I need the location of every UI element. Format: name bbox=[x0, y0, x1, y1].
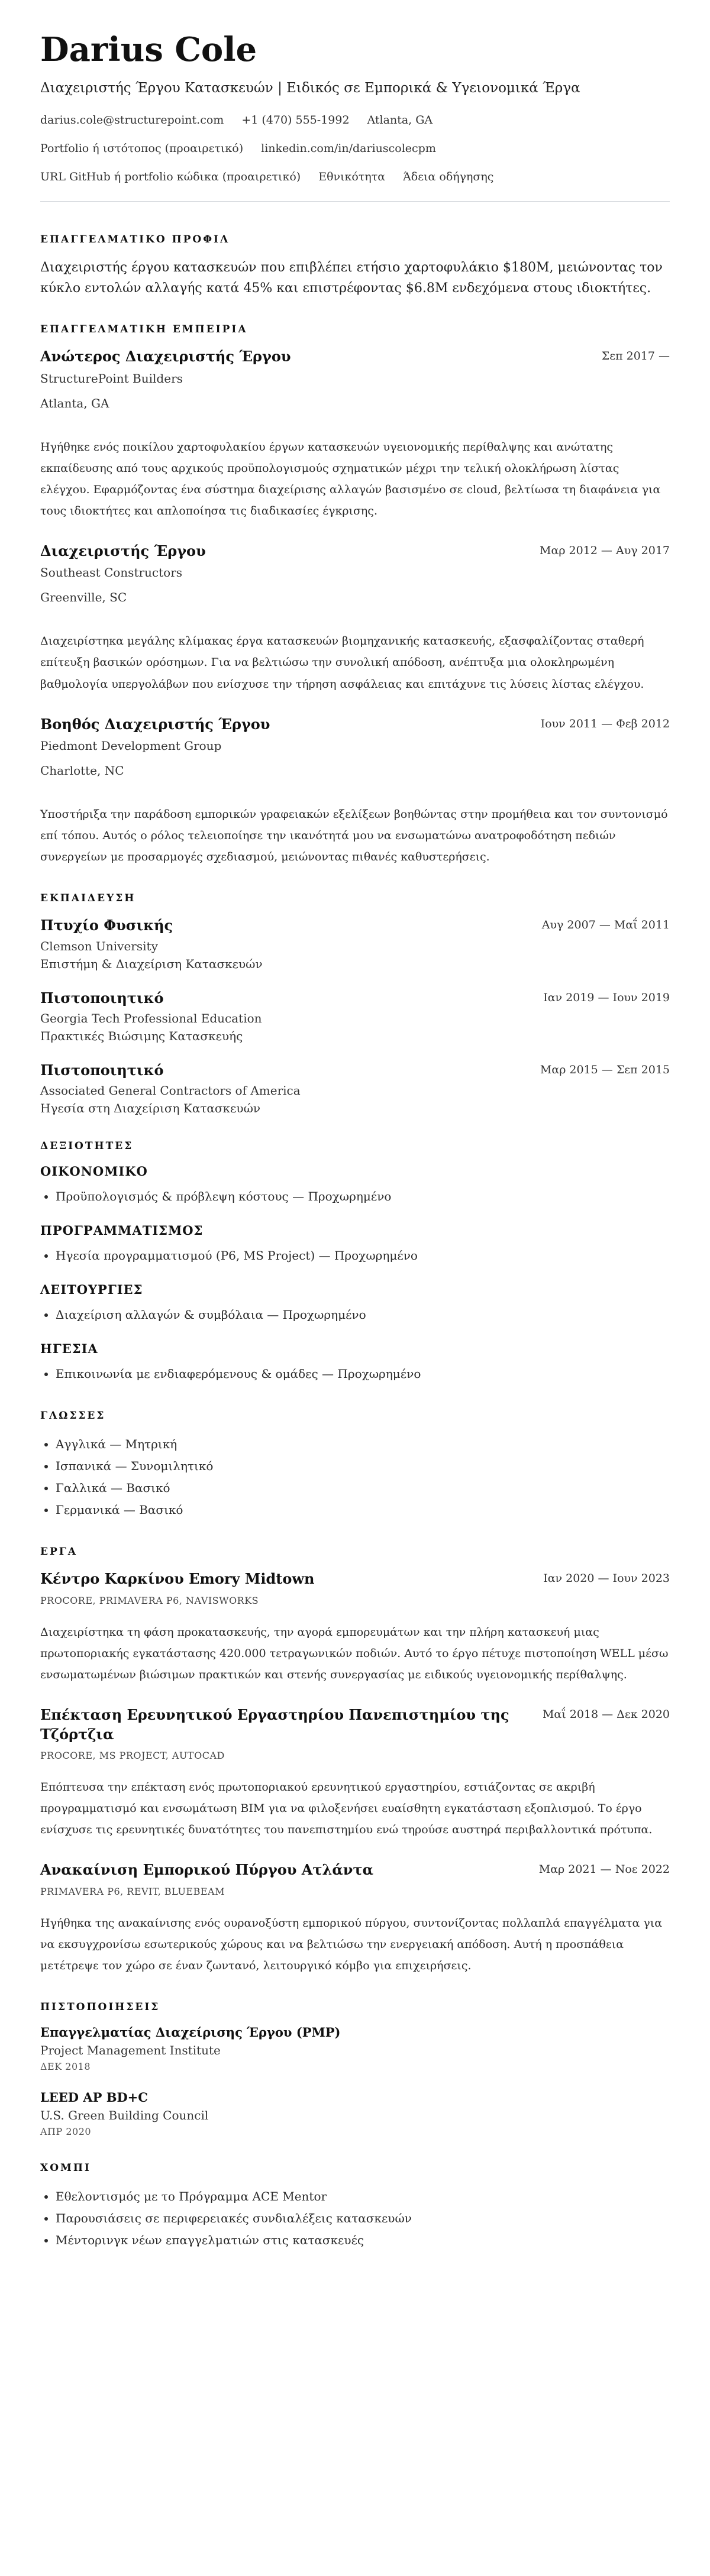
company: Piedmont Development Group bbox=[40, 739, 222, 753]
linkedin-link[interactable]: linkedin.com/in/dariuscolecpm bbox=[261, 141, 436, 155]
job-title: Βοηθός Διαχειριστής Έργου bbox=[40, 715, 270, 733]
header-divider bbox=[40, 201, 670, 202]
job-title: Διαχειριστής Έργου bbox=[40, 542, 206, 559]
experience-entry bbox=[40, 715, 670, 868]
candidate-name: Darius Cole bbox=[40, 30, 257, 69]
language-item: • Αγγλικά — Μητρική bbox=[56, 1433, 670, 1455]
field-of-study: Ηγεσία στη Διαχείριση Κατασκευών bbox=[40, 1101, 261, 1116]
location: Atlanta, GA bbox=[367, 113, 433, 127]
job-title: Ανώτερος Διαχειριστής Έργου bbox=[40, 348, 291, 365]
section-title: ΕΚΠΑΙΔΕΥΣΗ bbox=[40, 892, 136, 905]
project-dates: Μαΐ 2018 — Δεκ 2020 bbox=[542, 1708, 670, 1721]
skill-category: ΛΕΙΤΟΥΡΓΙΕΣ bbox=[40, 1282, 143, 1297]
degree: Πτυχίο Φυσικής bbox=[40, 917, 173, 934]
project-tech: PROCORE, PRIMAVERA P6, NAVISWORKS bbox=[40, 1594, 259, 1606]
nationality: Εθνικότητα bbox=[318, 170, 386, 183]
github-link[interactable]: URL GitHub ή portfolio κώδικα (προαιρετικό) bbox=[40, 170, 301, 183]
project-name: Κέντρο Καρκίνου Emory Midtown bbox=[40, 1570, 315, 1588]
certifications-section bbox=[40, 2001, 670, 2137]
education-entry bbox=[40, 989, 670, 1043]
project-description: Ηγήθηκα της ανακαίνισης ενός ουρανοξύστη εμπορικού πύργου, συντονίζοντας πολλαπλά επαγγέλματα για να εκσυγχρονίσω εσωτερικούς χώρους και να βελτιώσω την ενεργειακή απόδοση. Αυτή η προσπάθεια μετέτρεψε τον χώρο σε έναν ζωντανό, λειτουργικό κόμβο για επιχειρήσεις. bbox=[40, 1916, 663, 1972]
language-item: • Ισπανικά — Συνομιλητικό bbox=[56, 1455, 670, 1477]
education-dates: Ιαν 2019 — Ιουν 2019 bbox=[543, 991, 670, 1004]
school: Clemson University bbox=[40, 939, 158, 953]
skill-category: ΠΡΟΓΡΑΜΜΑΤΙΣΜΟΣ bbox=[40, 1223, 204, 1238]
section-title: ΕΠΑΓΓΕΛΜΑΤΙΚΗ ΕΜΠΕΙΡΙΑ bbox=[40, 323, 248, 336]
certification-date: ΑΠΡ 2020 bbox=[40, 2125, 92, 2137]
contact-row-1 bbox=[40, 114, 670, 127]
skill-category: ΟΙΚΟΝΟΜΙΚΟ bbox=[40, 1164, 148, 1179]
section-title: ΕΡΓΑ bbox=[40, 1546, 78, 1558]
education-dates: Αυγ 2007 — Μαΐ 2011 bbox=[541, 918, 670, 932]
field-of-study: Επιστήμη & Διαχείριση Κατασκευών bbox=[40, 956, 263, 971]
hobby-item: • Εθελοντισμός με το Πρόγραμμα ACE Mentor bbox=[56, 2186, 670, 2208]
skill-item: • Προϋπολογισμός & πρόβλεψη κόστους — Προχωρημένο bbox=[56, 1186, 670, 1208]
job-location: Greenville, SC bbox=[40, 590, 127, 605]
certification-entry bbox=[40, 2090, 670, 2137]
contact-row-2 bbox=[40, 142, 670, 155]
skills-section bbox=[40, 1140, 670, 1385]
project-dates: Ιαν 2020 — Ιουν 2023 bbox=[543, 1572, 670, 1585]
language-item: • Γαλλικά — Βασικό bbox=[56, 1477, 670, 1499]
projects-section bbox=[40, 1546, 670, 1976]
education-entry bbox=[40, 1061, 670, 1115]
section-title: ΕΠΑΓΓΕΛΜΑΤΙΚΟ ΠΡΟΦΙΛ bbox=[40, 233, 230, 245]
school: Associated General Contractors of America bbox=[40, 1083, 301, 1098]
profile-section bbox=[40, 234, 670, 299]
degree: Πιστοποιητικό bbox=[40, 989, 164, 1007]
section-title: ΓΛΩΣΣΕΣ bbox=[40, 1410, 106, 1422]
job-description: Ηγήθηκε ενός ποικίλου χαρτοφυλακίου έργων κατασκευών υγειονομικής περίθαλψης και ανώτατης εκπαίδευσης από τους αρχικούς προϋπολογισμούς σχηματικών μέχρι την τελική ολοκλήρωση λίστας ελέγχου. Εφαρμόζοντας ένα σύστημα διαχείρισης αλλαγών βασισμένο σε cloud, βελτίωσα τη διαφάνεια για τους ιδιοκτήτες και απλοποίησα τις διαδικασίες έγκρισης. bbox=[40, 440, 661, 517]
section-title: ΧΟΜΠΙ bbox=[40, 2161, 91, 2174]
education-section bbox=[40, 892, 670, 1115]
degree: Πιστοποιητικό bbox=[40, 1062, 164, 1079]
job-description: Υποστήριξα την παράδοση εμπορικών γραφειακών εξελίξεων βοηθώντας στην προμήθεια και τον συντονισμό επί τόπου. Αυτός ο ρόλος τελειοποίησε την ικανότητά μου να ενσωματώνω ανατροφοδότηση πεδιών συνεργείων με προσαρμογές σχεδιασμού, μειώνοντας πιθανές καθυστερήσεις. bbox=[40, 808, 668, 864]
project-name: Επέκταση Ερευνητικού Εργαστηρίου Πανεπιστημίου της Τζόρτζια bbox=[40, 1706, 509, 1743]
project-description: Επόπτευσα την επέκταση ενός πρωτοποριακού ερευνητικού εργαστηρίου, εστιάζοντας σε ακριβή προγραμματισμό και ενσωμάτωση BIM για να φιλοξενήσει ευαίσθητη εγκατάσταση εξοπλισμού. Το έργο ενίσχυσε τις ερευνητικές δυνατότητες του πανεπιστημίου ενώ τηρούσε αυστηρά περιβαλλοντικά πρότυπα. bbox=[40, 1780, 653, 1837]
hobby-item: • Μέντορινγκ νέων επαγγελματιών στις κατασκευές bbox=[56, 2229, 670, 2251]
job-description: Διαχειρίστηκα μεγάλης κλίμακας έργα κατασκευών βιομηχανικής κατασκευής, εξασφαλίζοντας σταθερή επίτευξη βασικών ορόσημων. Για να βελτιώσω την συνολική απόδοση, ανέπτυξα μια ολοκληρωμένη βαθμολογία υπεργολάβων που ενίσχυσε την τήρηση ασφάλειας και επιτάχυνε τις λύσεις λίστας ελέγχου. bbox=[40, 635, 644, 691]
skill-item: • Ηγεσία προγραμματισμού (P6, MS Project) — Προχωρημένο bbox=[56, 1245, 670, 1267]
certification-issuer: Project Management Institute bbox=[40, 2043, 221, 2057]
certification-name: Επαγγελματίας Διαχείρισης Έργου (PMP) bbox=[40, 2024, 341, 2040]
experience-entry bbox=[40, 542, 670, 695]
project-dates: Μαρ 2021 — Νοε 2022 bbox=[538, 1863, 670, 1876]
skill-category: ΗΓΕΣΙΑ bbox=[40, 1341, 98, 1357]
education-dates: Μαρ 2015 — Σεπ 2015 bbox=[540, 1063, 670, 1077]
project-entry bbox=[40, 1569, 670, 1685]
project-tech: PRIMAVERA P6, REVIT, BLUEBEAM bbox=[40, 1885, 225, 1897]
contact-row-3 bbox=[40, 170, 670, 183]
phone[interactable]: +1 (470) 555-1992 bbox=[241, 113, 350, 127]
project-entry bbox=[40, 1860, 670, 1976]
headline: Διαχειριστής Έργου Κατασκευών | Ειδικός σε Εμπορικά & Υγειονομικά Έργα bbox=[40, 80, 580, 96]
job-dates: Σεπ 2017 — bbox=[601, 349, 670, 363]
project-name: Ανακαίνιση Εμπορικού Πύργου Ατλάντα bbox=[40, 1861, 374, 1879]
profile-summary: Διαχειριστής έργου κατασκευών που επιβλέπει ετήσιο χαρτοφυλάκιο $180M, μειώνοντας τον κύκλο εντολών αλλαγής κατά 45% και επιστρέφοντας $6.8M ενδεχόμενα στους ιδιοκτήτες. bbox=[40, 260, 663, 296]
portfolio-link[interactable]: Portfolio ή ιστότοπος (προαιρετικό) bbox=[40, 141, 244, 155]
project-entry bbox=[40, 1706, 670, 1840]
company: StructurePoint Builders bbox=[40, 371, 183, 386]
certification-issuer: U.S. Green Building Council bbox=[40, 2108, 209, 2122]
job-dates: Μαρ 2012 — Αυγ 2017 bbox=[540, 543, 670, 557]
project-tech: PROCORE, MS PROJECT, AUTOCAD bbox=[40, 1749, 225, 1761]
school: Georgia Tech Professional Education bbox=[40, 1011, 262, 1026]
job-location: Charlotte, NC bbox=[40, 763, 124, 778]
drivers-license: Άδεια οδήγησης bbox=[403, 170, 494, 183]
field-of-study: Πρακτικές Βιώσιμης Κατασκευής bbox=[40, 1029, 243, 1044]
certification-date: ΔΕΚ 2018 bbox=[40, 2060, 91, 2072]
experience-section bbox=[40, 323, 670, 868]
hobby-item: • Παρουσιάσεις σε περιφερειακές συνδιαλέξεις κατασκευών bbox=[56, 2208, 670, 2229]
job-location: Atlanta, GA bbox=[40, 396, 109, 410]
hobbies-section bbox=[40, 2162, 670, 2251]
section-title: ΠΙΣΤΟΠΟΙΗΣΕΙΣ bbox=[40, 2001, 160, 2013]
project-description: Διαχειρίστηκα τη φάση προκατασκευής, την αγορά εμπορευμάτων και την πλήρη κατασκευή μιας πρωτοποριακής εγκατάστασης 420.000 τετραγωνικών ποδιών. Αυτό το έργο πέτυχε πιστοποίηση WELL μέσω ενσωματωμένων βιώσιμων πρακτικών και στενής συνεργασίας με ειδικούς υγειονομικής περίθαλψης. bbox=[40, 1625, 669, 1682]
email[interactable]: darius.cole@structurepoint.com bbox=[40, 113, 224, 127]
skill-item: • Διαχείριση αλλαγών & συμβόλαια — Προχωρημένο bbox=[56, 1304, 670, 1326]
skill-item: • Επικοινωνία με ενδιαφερόμενους & ομάδες — Προχωρημένο bbox=[56, 1363, 670, 1385]
job-dates: Ιουν 2011 — Φεβ 2012 bbox=[540, 717, 670, 730]
experience-entry bbox=[40, 347, 670, 522]
certification-entry bbox=[40, 2025, 670, 2072]
education-entry bbox=[40, 916, 670, 970]
languages-section bbox=[40, 1410, 670, 1521]
certification-name: LEED AP BD+C bbox=[40, 2089, 148, 2105]
section-title: ΔΕΞΙΟΤΗΤΕΣ bbox=[40, 1140, 134, 1153]
language-item: • Γερμανικά — Βασικό bbox=[56, 1499, 670, 1521]
company: Southeast Constructors bbox=[40, 565, 183, 580]
